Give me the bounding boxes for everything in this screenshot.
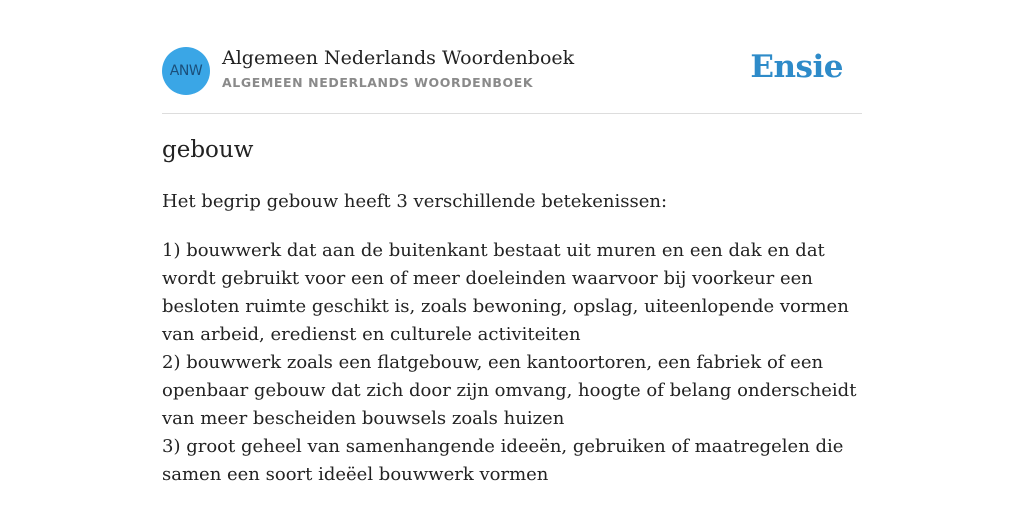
- definition-list: [162, 237, 862, 489]
- definition-item-1: 1) bouwwerk dat aan de buitenkant bestaat uit muren en een dak en dat wordt gebruikt voor een of meer doeleinden waarvoor bij voorkeur een besloten ruimte geschikt is, zoals bewoning, opslag, uiteenlopende vormen van arbeid, eredienst en culturele activiteiten: [162, 240, 849, 345]
- header-divider: [162, 113, 862, 114]
- entry-word: gebouw: [162, 137, 254, 163]
- source-title[interactable]: Algemeen Nederlands Woordenboek: [222, 47, 575, 69]
- brand-logo[interactable]: Ensie: [750, 49, 843, 85]
- source-subtitle: ALGEMEEN NEDERLANDS WOORDENBOEK: [222, 75, 534, 90]
- definition-item-3: 3) groot geheel van samenhangende ideeën, gebruiken of maatregelen die samen een soort ideëel bouwwerk vormen: [162, 436, 844, 485]
- source-logo[interactable]: [162, 47, 210, 95]
- definition-item-2: 2) bouwwerk zoals een flatgebouw, een kantoortoren, een fabriek of een openbaar gebouw dat zich door zijn omvang, hoogte of belang onderscheidt van meer bescheiden bouwsels zoals huizen: [162, 352, 857, 429]
- entry-intro: Het begrip gebouw heeft 3 verschillende betekenissen:: [162, 191, 668, 212]
- source-logo-text: ANW: [169, 63, 203, 79]
- entry-card: [162, 0, 862, 512]
- source-header: [162, 47, 862, 95]
